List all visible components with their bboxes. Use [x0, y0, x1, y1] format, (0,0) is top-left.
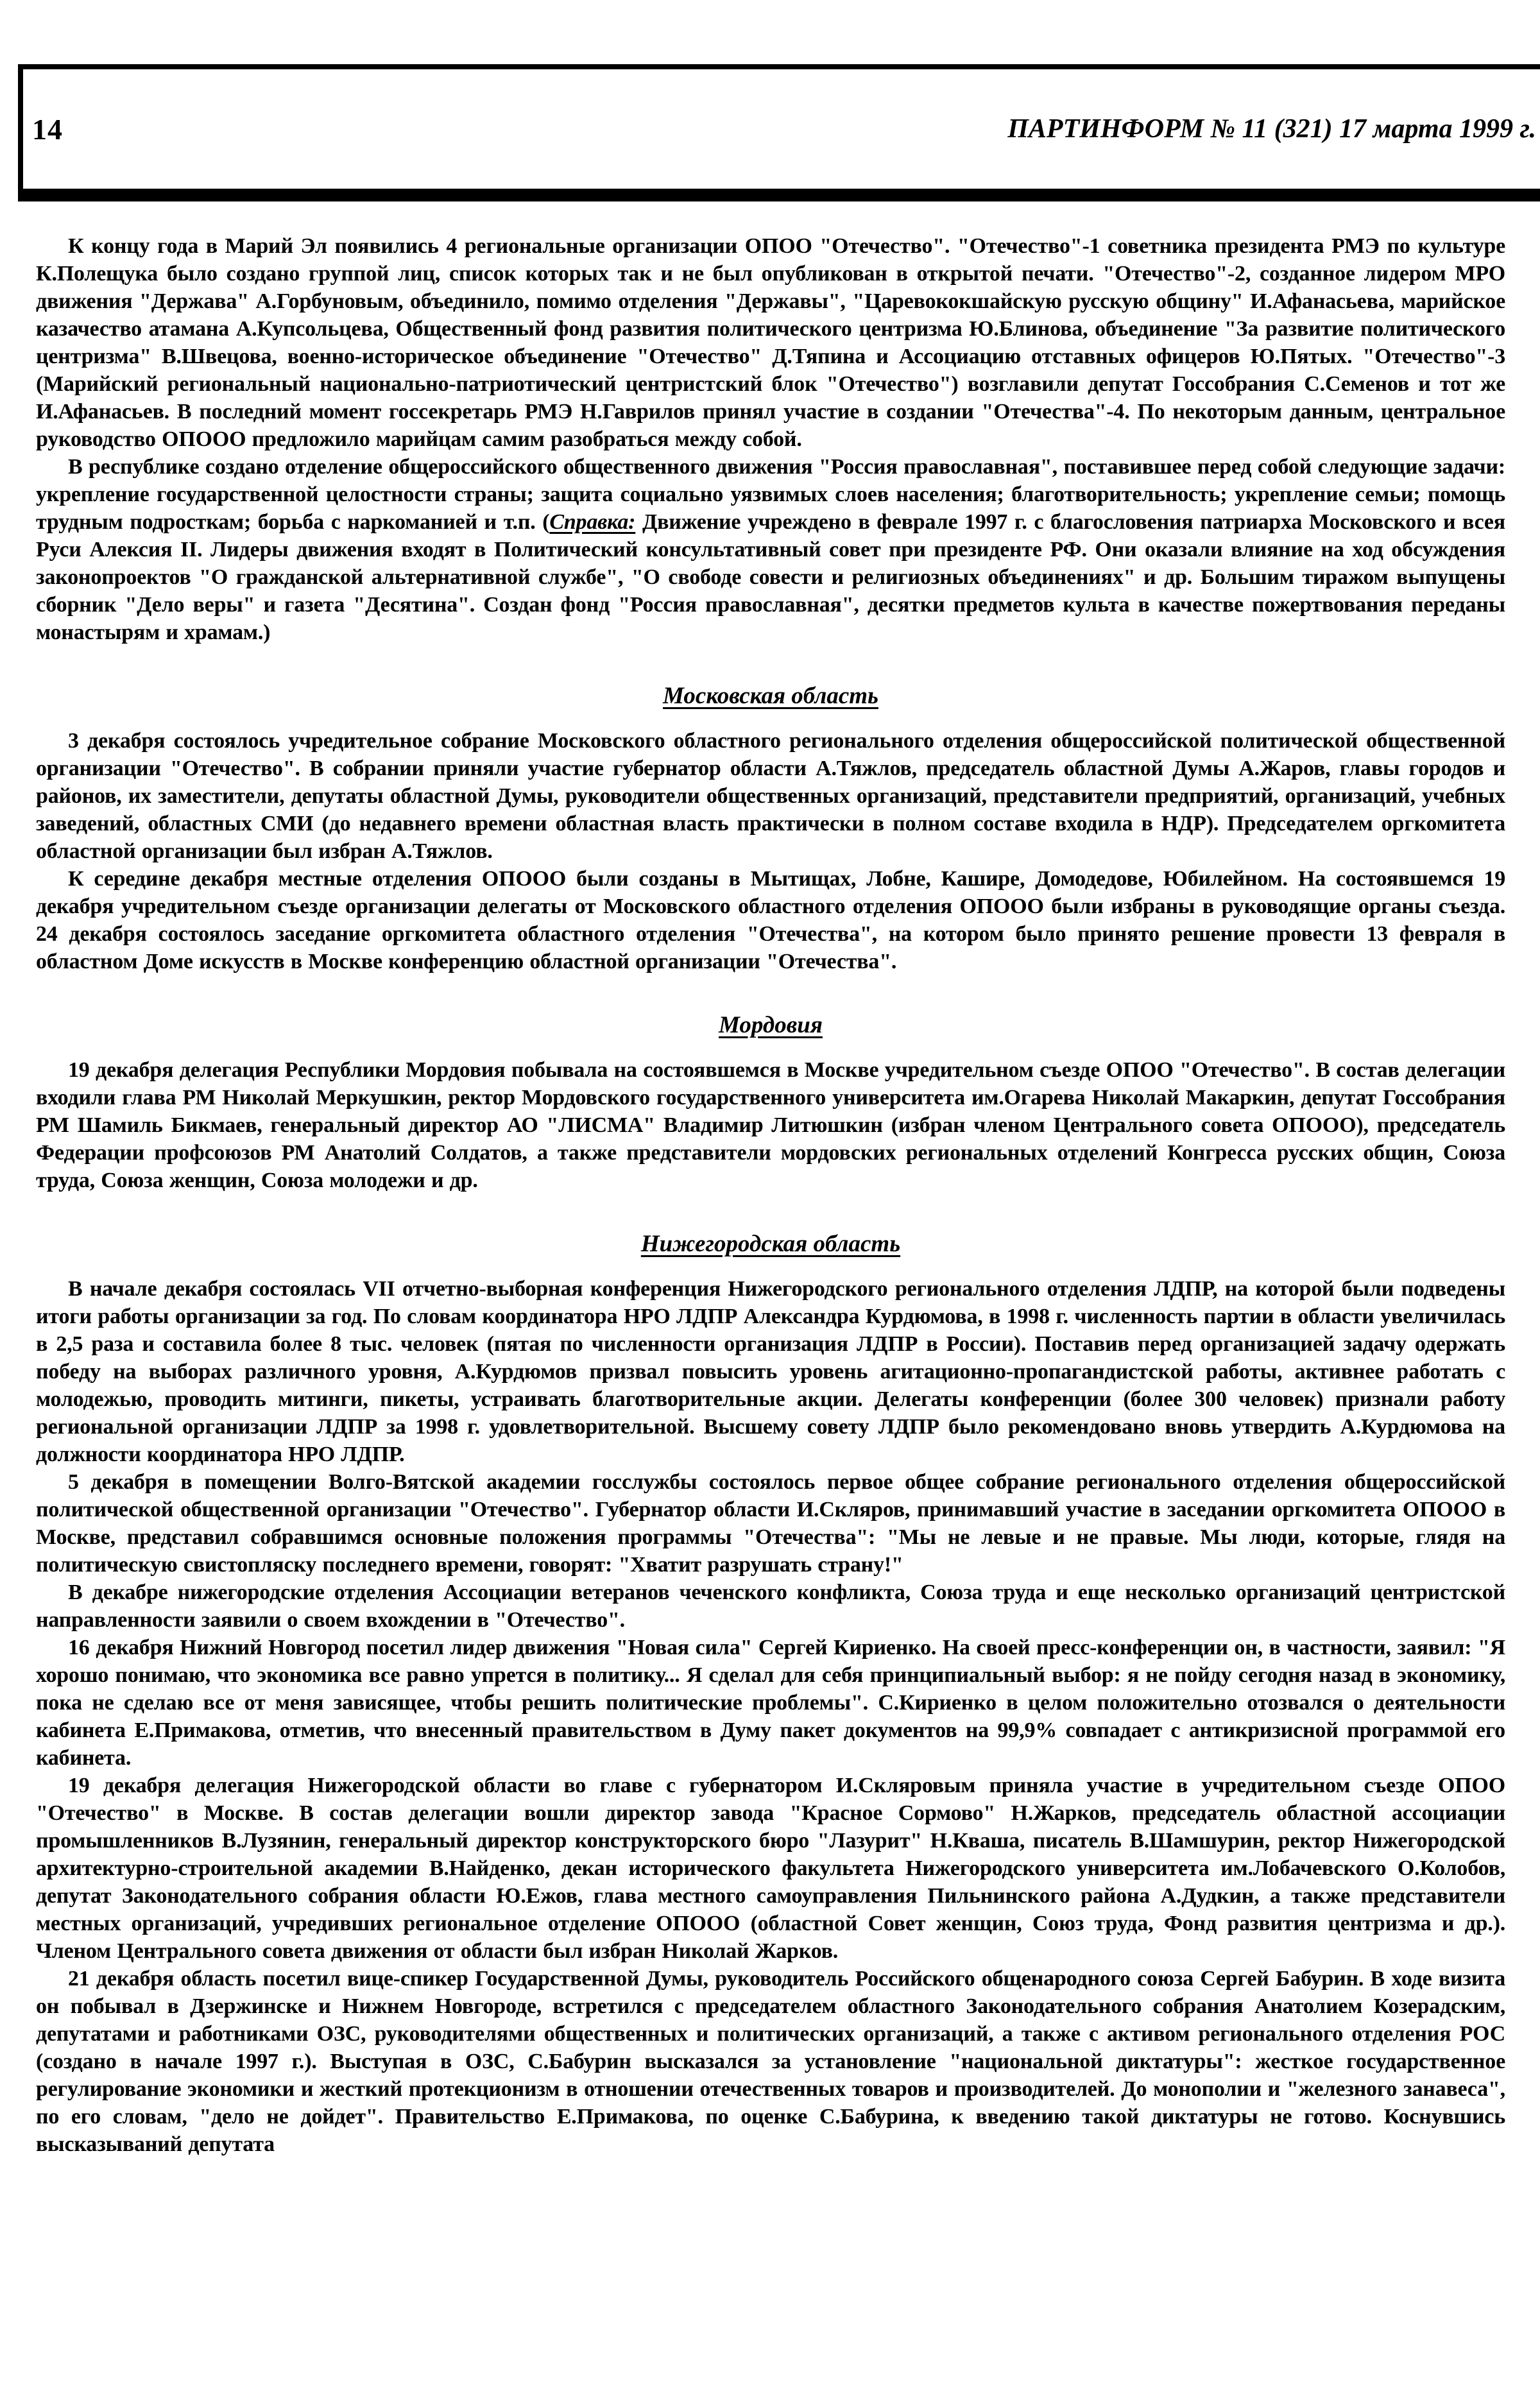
paragraph [36, 1275, 1505, 1468]
page-header [18, 64, 1540, 201]
section-heading [36, 682, 1505, 710]
paragraph [36, 865, 1505, 975]
paragraph [36, 1468, 1505, 1579]
paragraph [36, 1772, 1505, 1965]
text-run: 3 декабря состоялось учредительное собрание Московского областного регионального отделения общероссийской политической общественной организации "Отечество". В собрании приняли участие губернатор области А.Тяжлов, председатель областной Думы А.Жаров, главы городов и районов, их заместители, депутаты областной Думы, руководители общественных организаций, представители предприятий, организаций, учебных заведений, областных СМИ (до недавнего времени областная власть практически в полном составе входила в НДР). Председателем оргкомитета областной организации был избран А.Тяжлов. [36, 729, 1505, 863]
text-run: В начале декабря состоялась VII отчетно-выборная конференция Нижегородского регионального отделения ЛДПР, на которой были подведены итоги работы организации за год. По словам координатора НРО ЛДПР Александра Курдюмова, в 1998 г. численность партии в области увеличилась в 2,5 раза и составила более 8 тыс. человек (пятая по численности организация ЛДПР в России). Поставив перед организацией задачу одержать победу на выборах различного уровня, А.Курдюмов призвал повысить уровень агитационно-пропагандистской работы, активнее работать с молодежью, проводить митинги, пикеты, устраивать благотворительные акции. Делегаты конференции (более 300 человек) признали работу региональной организации ЛДПР за 1998 г. удовлетворительной. Высшему совету ЛДПР было рекомендовано вновь утвердить А.Курдюмова на должности координатора НРО ЛДПР. [36, 1277, 1505, 1466]
paragraph [36, 1634, 1505, 1772]
text-run: 19 декабря делегация Республики Мордовия побывала на состоявшемся в Москве учредительном съезде ОПОО "Отечество". В состав делегации входили глава РМ Николай Меркушкин, ректор Мордовского государственного университета им.Огарева Николай Макаркин, депутат Госсобрания РМ Шамиль Бикмаев, генеральный директор АО "ЛИСМА" Владимир Литюшкин (избран членом Центрального совета ОПООО), председатель Федерации профсоюзов РМ Анатолий Солдатов, а также представители мордовских региональных отделений Конгресса русских общин, Союза труда, Союза женщин, Союза молодежи и др. [36, 1058, 1505, 1192]
section-heading-text: Московская область [663, 683, 878, 709]
text-run: 16 декабря Нижний Новгород посетил лидер движения "Новая сила" Сергей Кириенко. На своей пресс-конференции он, в частности, заявил: "Я хорошо понимаю, что экономика все равно упрется в политику... Я сделал для себя принципиальный выбор: я не пойду сегодня назад в экономику, пока не сделаю все от меня зависящее, чтобы решить политические проблемы". С.Кириенко в целом положительно отозвался о деятельности кабинета Е.Примакова, отметив, что внесенный правительством в Думу пакет документов на 99,9% совпадает с антикризисной программой его кабинета. [36, 1636, 1505, 1770]
paragraph [36, 727, 1505, 865]
document-body [36, 232, 1505, 2158]
section-heading [36, 1011, 1505, 1040]
paragraph [36, 1965, 1505, 2158]
paragraph [36, 1056, 1505, 1194]
text-run: Движение учреждено в феврале 1997 г. с благословения патриарха Московского и всея Руси Алексия II. Лидеры движения входят в Политический консультативный совет при президенте РФ. Они оказали влияние на ход обсуждения законопроектов "О гражданской альтернативной службе", "О свободе совести и религиозных объединениях" и др. Большим тиражом выпущены сборник "Дело веры" и газета "Десятина". Создан фонд "Россия православная", десятки предметов культа в качестве пожертвования переданы монастырям и храмам.) [36, 510, 1505, 644]
text-run: В республике создано отделение общероссийского общественного движения "Россия православная", поставившее перед собой следующие задачи: укрепление государственной целостности страны; защита социально уязвимых слоев населения; благотворительность; укрепление семьи; помощь трудным подросткам; борьба с наркоманией и т.п. ( [36, 455, 1505, 534]
spravka-label: Справка: [549, 510, 636, 534]
journal-title: ПАРТИНФОРМ № 11 (321) 17 марта 1999 г. [1007, 114, 1536, 144]
section-heading-text: Мордовия [719, 1012, 823, 1038]
text-run: В декабре нижегородские отделения Ассоциации ветеранов чеченского конфликта, Союза труда и еще несколько организаций центристской направленности заявили о своем вхождении в "Отечество". [36, 1581, 1505, 1632]
text-run: 21 декабря область посетил вице-спикер Государственной Думы, руководитель Российского общенародного союза Сергей Бабурин. В ходе визита он побывал в Дзержинске и Нижнем Новгороде, встретился с председателем областного Законодательного собрания Анатолием Козерадским, депутатами и работниками ОЗС, руководителями общественных и политических организаций, а также с активом регионального отделения РОС (создано в начале 1997 г.). Выступая в ОЗС, С.Бабурин высказался за установление "национальной диктатуры": жесткое государственное регулирование экономики и жесткий протекционизм в отношении отечественных товаров и производителей. До монополии и "железного занавеса", по его словам, "дело не дойдет". Правительство Е.Примакова, по оценке С.Бабурина, к введению такой диктатуры не готово. Коснувшись высказываний депутата [36, 1967, 1505, 2156]
paragraph [36, 1579, 1505, 1634]
paragraph [36, 232, 1505, 453]
text-run: К концу года в Марий Эл появились 4 региональные организации ОПОО "Отечество". "Отечество"-1 советника президента РМЭ по культуре К.Полещука было создано группой лиц, список которых так и не был опубликован в открытой печати. "Отечество"-2, созданное лидером МРО движения "Держава" А.Горбуновым, объединило, помимо отделения "Державы", "Царевококшайскую русскую общину" И.Афанасьева, марийское казачество атамана А.Купсольцева, Общественный фонд развития политического центризма Ю.Блинова, объединение "За развитие политического центризма" В.Швецова, военно-историческое объединение "Отечество" Д.Тяпина и Ассоциацию отставных офицеров Ю.Пятых. "Отечество"-3 (Марийский региональный национально-патриотический центристский блок "Отечество") возглавили депутат Госсобрания С.Семенов и тот же И.Афанасьев. В последний момент госсекретарь РМЭ Н.Гаврилов принял участие в создании "Отечества"-4. По некоторым данным, центральное руководство ОПООО предложило марийцам самим разобраться между собой. [36, 234, 1505, 451]
section-heading-text: Нижегородская область [640, 1231, 901, 1257]
text-run: 19 декабря делегация Нижегородской области во главе с губернатором И.Скляровым приняла участие в учредительном съезде ОПОО "Отечество" в Москве. В состав делегации вошли директор завода "Красное Сормово" Н.Жарков, председатель областной ассоциации промышленников В.Лузянин, генеральный директор конструкторского бюро "Лазурит" Н.Кваша, писатель В.Шамшурин, ректор Нижегородской архитектурно-строительной академии В.Найденко, декан исторического факультета Нижегородского университета им.Лобачевского О.Колобов, депутат Законодательного собрания области Ю.Ежов, глава местного самоуправления Пильнинского района А.Дудкин, а также представители местных организаций, учредивших региональное отделение ОПООО (областной Совет женщин, Союз труда, Фонд развития центризма и др.). Членом Центрального совета движения от области был избран Николай Жарков. [36, 1774, 1505, 1963]
text-run: К середине декабря местные отделения ОПООО были созданы в Мытищах, Лобне, Кашире, Домодедове, Юбилейном. На состоявшемся 19 декабря учредительном съезде организации делегаты от Московского областного отделения ОПООО были избраны в руководящие органы съезда. 24 декабря состоялось заседание оргкомитета областного отделения "Отечества", на котором было принято решение провести 13 февраля в областном Доме искусств в Москве конференцию областной организации "Отечества". [36, 867, 1505, 973]
section-heading [36, 1230, 1505, 1258]
paragraph [36, 453, 1505, 646]
page-number: 14 [32, 112, 63, 146]
text-run: 5 декабря в помещении Волго-Вятской академии госслужбы состоялось первое общее собрание регионального отделения общероссийской политической общественной организации "Отечество". Губернатор области И.Скляров, принимавший участие в заседании оргкомитета ОПООО в Москве, представил собравшимся основные положения программы "Отечества": "Мы не левые и не правые. Мы люди, которые, глядя на политическую свистопляску последнего времени, говорят: "Хватит разрушать страну!" [36, 1470, 1505, 1577]
